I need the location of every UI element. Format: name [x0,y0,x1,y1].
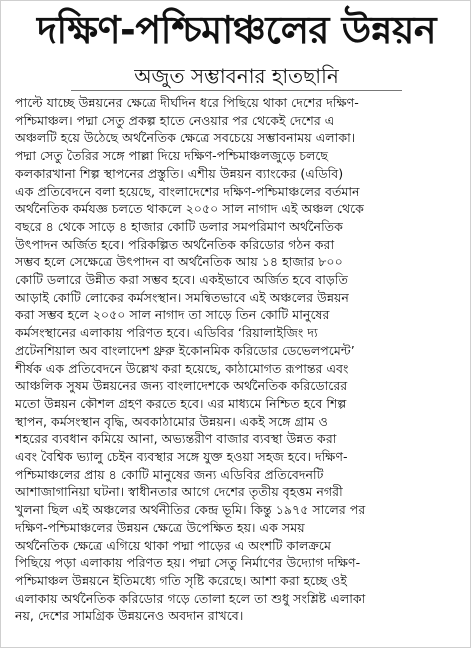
article-body-line: খুলনা ছিল এই অঞ্চলের অর্থনীতির কেন্দ্র ভূমি। কিন্তু ১৯৭৫ সালের পর [15,502,366,518]
article-body-line: পদ্মা সেতু তৈরির সঙ্গে পাল্লা দিয়ে দক্ষিণ-পশ্চিমাঞ্চলজুড়ে চলছে [15,148,329,164]
article-body-line: আঞ্চলিক সুষম উন্নয়নের জন্য বাংলাদেশকে অর্থনৈতিক করিডোরের [15,378,348,394]
article-body-line: অর্থনৈতিক ক্ষেত্রে এগিয়ে থাকা পদ্মা পাড়ের এ অংশটি কালক্রমে [15,537,331,553]
subheadline: অজুত সম্ভাবনার হাতছানি [134,64,339,88]
article-body-line: পিছিয়ে পড়া এলাকায় পরিণত হয়। পদ্মা সেতু নির্মাণের উদ্যোগ দক্ষিণ- [15,555,361,571]
article-body-line: কোটি ডলারে উন্নীত করা সম্ভব হবে। একইভাবে অর্জিত হবে বাড়তি [15,272,348,288]
article-body-line: দক্ষিণ-পশ্চিমাঞ্চলের উন্নয়ন ক্ষেত্রে উপেক্ষিত হয়। এক সময় [15,519,305,535]
article-body-line: শীর্ষক এক প্রতিবেদনে উল্লেখ করা হয়েছে, কাঠামোগত রূপান্তর এবং [15,360,349,376]
article-body-line: আড়াই কোটি লোকের কর্মসংস্থান। সমন্বিতভাবে এই অঞ্চলের উন্নয়ন [15,289,349,305]
article-body-line: বছরে ৪ থেকে সাড়ে ৪ হাজার কোটি ডলার সমপরিমাণ অর্থনৈতিক [15,218,343,234]
article-body-line: অঞ্চলটি হয়ে উঠেছে অর্থনৈতিক ক্ষেত্রে সবচেয়ে সম্ভাবনাময় এলাকা। [15,130,356,146]
headline: দক্ষিণ-পশ্চিমাঞ্চলের উন্নয়ন [36,8,437,52]
article-body-line: শহরের ব্যবধান কমিয়ে আনা, অভ্যন্তরীণ বাজার ব্যবস্থা উন্নত করা [15,431,337,447]
subheadline-underline [71,90,402,91]
article-body-line: আশাজাগানিয়া ঘটনা। স্বাধীনতার আগে দেশের তৃতীয় বৃহত্তম নগরী [15,484,343,500]
article-body-line: পশ্চিমাঞ্চল। পদ্মা সেতু প্রকল্প হাতে নেওয়ার পর থেকেই দেশের এ [15,112,335,128]
article-body-line: পশ্চিমাঞ্চলের প্রায় ৪ কোটি মানুষের জন্য এডিবির প্রতিবেদনটি [15,466,324,482]
article-body [15,94,458,625]
article-body-line: স্থাপন, কর্মসংস্থান বৃদ্ধি, অবকাঠামোর উন্নয়ন। একই সঙ্গে গ্রাম ও [15,413,328,429]
article-body-line: নয়, দেশের সামগ্রিক উন্নয়নেও অবদান রাখবে। [15,608,244,624]
article-body-line: কর্মসংস্থানের এলাকায় পরিণত হবে। এডিবির ‘রিয়ালাইজিং দ্য [15,325,318,341]
article-body-line: করা সম্ভব হলে ২০৫০ সাল নাগাদ তা সাড়ে তিন কোটি মানুষের [15,307,330,323]
article-body-line: অর্থনৈতিক কর্মযজ্ঞ চলতে থাকলে ২০৫০ সাল নাগাদ এই অঞ্চল থেকে [15,201,364,217]
article-body-line: এলাকায় অর্থনৈতিক করিডোর গড়ে তোলা হলে তা শুধু সংশ্লিষ্ট এলাকা [15,590,366,606]
article-body-line: পাল্টে যাচ্ছে উন্নয়নের ক্ষেত্রে দীর্ঘদিন ধরে পিছিয়ে থাকা দেশের দক্ষিণ- [15,95,359,110]
article-body-line: এবং বৈশ্বিক ভ্যালু চেইন ব্যবস্থার সঙ্গে যুক্ত হওয়া সহজ হবে। দক্ষিণ- [15,449,348,465]
article-body-line: উৎপাদন অর্জিত হবে। পরিকল্পিত অর্থনৈতিক করিডোর গঠন করা [15,236,335,252]
article-body-line: প্রটেনশিয়াল অব বাংলাদেশ থ্রুরু ইকোনমিক করিডোর ডেভেলপমেন্ট’ [15,342,355,358]
article-body-line: সম্ভব হলে সেক্ষেত্রে উৎপাদন বা অর্থনৈতিক আয় ১৪ হাজার ৮০০ [15,254,343,270]
article-body-line: পশ্চিমাঞ্চল উন্নয়নে ইতিমধ্যে গতি সৃষ্টি করেছে। আশা করা হচ্ছে ওই [15,572,347,588]
article-body-line: মতো উন্নয়ন কৌশল গ্রহণ করতে হবে। এর মাধ্যমে নিশ্চিত হবে শিল্প [15,395,347,411]
article-body-line: কলকারখানা শিল্প স্থাপনের প্রস্তুতি। এশীয় উন্নয়ন ব্যাংকের (এডিবি) [15,165,344,181]
article-body-line: এক প্রতিবেদনে বলা হয়েছে, বাংলাদেশের দক্ষিণ-পশ্চিমাঞ্চলের বর্তমান [15,183,360,199]
